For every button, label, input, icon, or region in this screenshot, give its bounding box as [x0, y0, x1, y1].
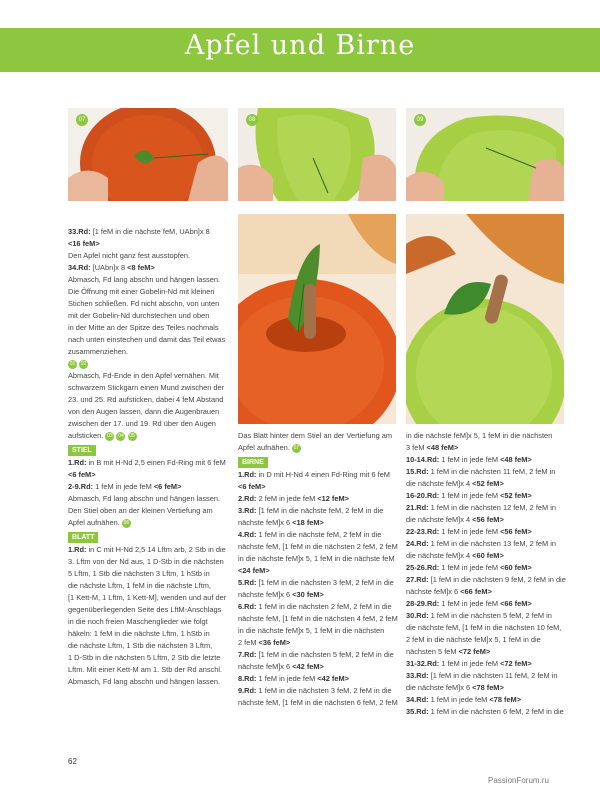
instruction-line: nächsten 5 feM <72 feM> [406, 647, 491, 656]
instruction-line: 5 Lftm, 1 Stb die nächsten 3 Lftm, 1 hStb in [68, 569, 210, 578]
instruction-line: Apfel aufnähen. 07 [238, 443, 300, 452]
instruction-line: 21.Rd: 1 feM in die nächsten 12 feM, 2 feM in [406, 503, 556, 512]
photo-step-08 [238, 108, 396, 201]
birne-instructions [238, 469, 400, 709]
instruction-line: 9.Rd: 1 feM in die nächsten 3 feM, 2 feM in die [238, 686, 392, 695]
instruction-line [68, 358, 233, 370]
instructions-column-1 [68, 226, 233, 688]
page-number: 62 [68, 757, 77, 766]
instruction-line: die nächste feM, [1 feM in die nächsten 10 feM, [406, 623, 562, 632]
photo-badge: 07 [76, 114, 88, 126]
watermark-text: PassionForum.ru [488, 776, 549, 785]
photo-badge: 08 [246, 114, 258, 126]
instruction-line: in die noch freien Maschenglieder wie folgt [68, 617, 208, 626]
instruction-line: 6.Rd: 1 feM in die nächsten 2 feM, 2 feM in die [238, 602, 392, 611]
stiel-instructions [68, 457, 233, 529]
instruction-line: [1 Kett-M, 1 Lftm, 1 Kett-M], wenden und auf der [68, 593, 227, 602]
instruction-line: nächste feM]x 6 <18 feM> [238, 518, 324, 527]
instruction-line: Abmasch, Fd-Ende in den Apfel vernähen. Mit [68, 371, 219, 380]
instruction-line: die nächste Lftm, 1 feM in die nächste Lftm, [68, 581, 211, 590]
instruction-line: nächste feM]x 6 <30 feM> [238, 590, 324, 599]
pear-sewing-image [238, 108, 396, 201]
instruction-line: 1.Rd: in C mit H-Nd 2,5 14 Lftm arb, 2 Stb in die [68, 545, 226, 554]
instruction-line: 10-14.Rd: 1 feM in jede feM <48 feM> [406, 455, 532, 464]
instruction-line: mit der Gobelin-Nd durchstechen und oben [68, 311, 210, 320]
instruction-line: aufsticken. 03 04 05 [68, 431, 135, 440]
instruction-line: in die nächste feM]x 5, 1 feM in die nächsten [406, 431, 553, 440]
step-photo-ref: 05 [129, 432, 135, 439]
photo-step-07 [68, 108, 228, 201]
instruction-line: zwischen der 17. und 19. Rd über den Augen [68, 419, 216, 428]
instruction-line: 4.Rd: 1 feM in die nächste feM, 2 feM in die [238, 530, 382, 539]
photo-badge: 09 [414, 114, 426, 126]
instruction-line: Lftm. Mit einer Kett-M am 1. Stb der Rd anschl. [68, 665, 223, 674]
instruction-line: 2.Rd: 2 feM in jede feM <12 feM> [238, 494, 349, 503]
instruction-line: <6 feM> [68, 470, 96, 479]
instruction-line: die nächste feM]x 4 <52 feM> [406, 479, 504, 488]
instruction-line: nächste feM]x 6 <42 feM> [238, 662, 324, 671]
instruction-line: Den Apfel nicht ganz fest ausstopfen. [68, 251, 191, 260]
instruction-line: 33.Rd: [1 feM in die nächsten 11 feM, 2 feM in [406, 671, 558, 680]
instruction-line: 22-23.Rd: 1 feM in jede feM <56 feM> [406, 527, 532, 536]
instruction-line: 3.Rd: [1 feM in die nächste feM, 2 feM in die [238, 506, 384, 515]
instruction-line: nach unten einstechen und damit das Teil etwas [68, 335, 226, 344]
instruction-line: <16 feM> [68, 239, 100, 248]
instruction-line: 7.Rd: [1 feM in die nächsten 5 feM, 2 feM in die [238, 650, 394, 659]
instruction-line: 24.Rd: 1 feM in die nächsten 13 feM, 2 feM in [406, 539, 556, 548]
instruction-line: 34.Rd: 1 feM in jede feM <78 feM> [406, 695, 522, 704]
finished-apple-photo [238, 214, 396, 424]
blatt-attach-note [238, 430, 400, 454]
instruction-line: 3 feM <48 feM> [406, 443, 459, 452]
instruction-line: schwarzem Stickgarn einen Mund zwischen der [68, 383, 225, 392]
instruction-line: 1 D-Stb in die nächsten 5 Lftm, 2 Stb die letzte [68, 653, 221, 662]
birne-continued-instructions [406, 430, 571, 718]
instruction-line: gegenüberliegenden Seite des LftM-Anschlags [68, 605, 222, 614]
step-photo-ref: 01 [69, 360, 76, 367]
instruction-line: 3. Lftm von der Nd aus, 1 D-Stb in die nächsten [68, 557, 224, 566]
instruction-line: nächste feM, [1 feM in die nächsten 4 feM, 2 feM [238, 614, 398, 623]
instruction-line: nächste feM, [1 feM in die nächsten 2 feM, 2 feM [238, 542, 398, 551]
instruction-line: 1.Rd: in B mit H-Nd 2,5 einen Fd-Ring mit 6 feM [68, 458, 226, 467]
page-title: Apfel und Birne [184, 30, 416, 61]
instruction-line: 30.Rd: 1 feM in die nächsten 5 feM, 2 feM in [406, 611, 552, 620]
instruction-line: 2 feM <36 feM> [238, 638, 291, 647]
instruction-line: die nächste Lftm, 1 Stb die nächsten 3 Lftm, [68, 641, 213, 650]
instruction-line: Das Blatt hinter dem Stiel an der Vertiefung am [238, 431, 393, 440]
step-photo-ref: 06 [123, 519, 130, 526]
finished-pear-image [406, 214, 564, 424]
apple-final-rounds [68, 226, 233, 442]
instruction-line: nächste feM]x 6 <66 feM> [406, 587, 492, 596]
instruction-line: Die Öffnung mit einer Gobelin-Nd mit kleinen [68, 287, 215, 296]
instruction-line: Apfel aufnähen. 06 [68, 518, 130, 527]
instruction-line: 16-20.Rd: 1 feM in jede feM <52 feM> [406, 491, 532, 500]
instruction-line: in die nächste feM]x 5, 1 feM in die nächste feM [238, 554, 395, 563]
instruction-line: 33.Rd: [1 feM in die nächste feM, UAbn]x 8 [68, 227, 210, 236]
instruction-line: in die nächste feM]x 5, 1 feM in die nächsten [238, 626, 385, 635]
instruction-line: 5.Rd: [1 feM in die nächsten 3 feM, 2 feM in die [238, 578, 394, 587]
finished-pear-photo [406, 214, 564, 424]
instruction-line: Stichen schließen. Fd nicht abschn, von unten [68, 299, 220, 308]
instruction-line: Den Stiel oben an der kleinen Vertiefung am [68, 506, 213, 515]
step-photo-ref: 02 [80, 360, 87, 367]
instruction-line: Abmasch, Fd lang abschn und hängen lassen. [68, 677, 221, 686]
apple-sewing-image [68, 108, 228, 201]
instructions-column-3 [406, 430, 571, 718]
instruction-line: in der Mitte an der Spitze des Teiles nochmals [68, 323, 219, 332]
section-label-birne: BIRNE [238, 457, 268, 468]
instruction-line: häkeln: 1 feM in die nächste Lftm, 1 hStb in [68, 629, 210, 638]
instruction-line: von den Augen lassen, dann die Augenbrauen [68, 407, 220, 416]
instruction-line: die nächste feM]x 4 <60 feM> [406, 551, 504, 560]
instruction-line: 15.Rd: 1 feM in die nächsten 11 feM, 2 feM in [406, 467, 556, 476]
instruction-line: 1.Rd: in D mit H-Nd 4 einen Fd-Ring mit 6 feM [238, 470, 390, 479]
title-banner [0, 28, 600, 72]
section-label-blatt: BLATT [68, 532, 98, 543]
step-photo-ref: 04 [118, 432, 124, 439]
instruction-line: 34.Rd: [UAbn]x 8 <8 feM> [68, 263, 155, 272]
instructions-column-2 [238, 430, 400, 709]
instruction-line: 28-29.Rd: 1 feM in jede feM <66 feM> [406, 599, 532, 608]
instruction-line: Abmasch, Fd lang abschn und hängen lassen. [68, 494, 221, 503]
instruction-line: 25-26.Rd: 1 feM in jede feM <60 feM> [406, 563, 532, 572]
instruction-line: die nächste feM]x 4 <56 feM> [406, 515, 504, 524]
instruction-line: 2-9.Rd: 1 feM in jede feM <6 feM> [68, 482, 182, 491]
instruction-line: 23. und 25. Rd aufsticken, dabei 4 feM Abstand [68, 395, 224, 404]
pear-finishing-image [406, 108, 564, 201]
instruction-line: zusammenziehen. [68, 347, 128, 356]
instruction-line: 8.Rd: 1 feM in jede feM <42 feM> [238, 674, 349, 683]
instruction-line: <24 feM> [238, 566, 270, 575]
instruction-line: 2 feM in die nächste feM]x 5, 1 feM in die [406, 635, 541, 644]
step-photo-ref: 03 [107, 432, 113, 439]
section-label-stiel: STIEL [68, 445, 96, 456]
instruction-line: 27.Rd: [1 feM in die nächsten 9 feM, 2 feM in die [406, 575, 566, 584]
instruction-line: nächste feM, [1 feM in die nächsten 6 feM, 2 feM [238, 698, 398, 707]
instruction-line: Abmasch, Fd lang abschn und hängen lassen. [68, 275, 221, 284]
photo-step-09 [406, 108, 564, 201]
instruction-line: 31-32.Rd: 1 feM in jede feM <72 feM> [406, 659, 532, 668]
instruction-line: 35.Rd: 1 feM in die nächsten 6 feM, 2 feM in die [406, 707, 564, 716]
blatt-instructions [68, 544, 233, 688]
instruction-line: die nächste feM]x 6 <78 feM> [406, 683, 504, 692]
finished-apple-image [238, 214, 396, 424]
instruction-line: <6 feM> [238, 482, 266, 491]
step-photo-ref: 07 [293, 444, 300, 451]
